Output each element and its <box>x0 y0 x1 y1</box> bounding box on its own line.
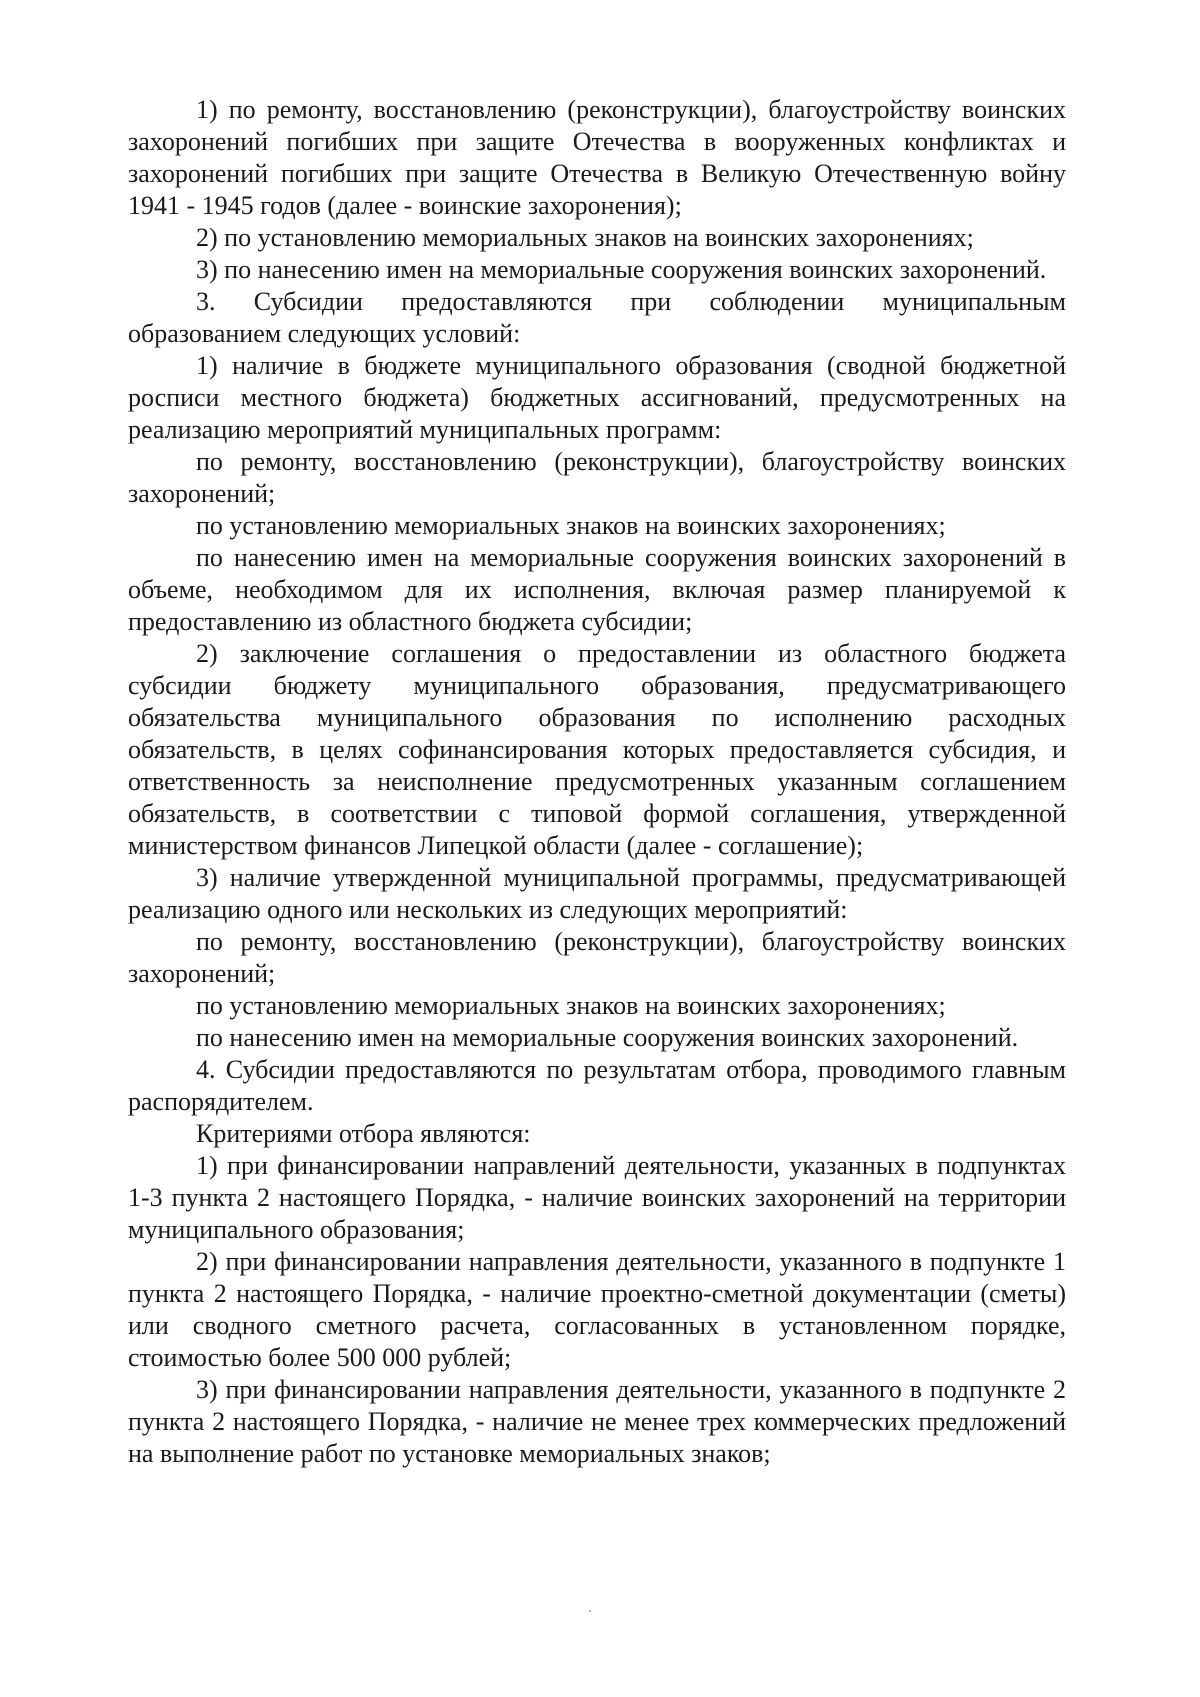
paragraph-condition-3-names: по нанесению имен на мемориальные сооружения воинских захоронений. <box>196 1023 1019 1052</box>
paragraph-section-4-selection: 4. Субсидии предоставляются по результатам отбора, проводимого главным распорядителем. <box>128 1055 1066 1116</box>
paragraph-condition-1-signs: по установлению мемориальных знаков на воинских захоронениях; <box>196 511 946 540</box>
paragraph-criterion-2: 2) при финансировании направления деятельности, указанного в подпункте 1 пункта 2 настоящего Порядка, - наличие проектно-сметной документации (сметы) или сводного сметного расчета, согласованных в установленном порядке, стоимостью более 500 000 рублей; <box>128 1247 1066 1372</box>
paragraph-criterion-1: 1) при финансировании направлений деятельности, указанных в подпунктах 1-3 пункта 2 настоящего Порядка, - наличие воинских захоронений на территории муниципального образования; <box>128 1151 1066 1244</box>
paragraph-condition-1-budget: 1) наличие в бюджете муниципального образования (сводной бюджетной росписи местного бюджета) бюджетных ассигнований, предусмотренных на реализацию мероприятий муниципальных программ: <box>128 351 1066 444</box>
paragraph-condition-3-repair: по ремонту, восстановлению (реконструкции), благоустройству воинских захоронений; <box>128 927 1066 988</box>
paragraph-condition-3-program: 3) наличие утвержденной муниципальной программы, предусматривающей реализацию одного или нескольких из следующих мероприятий: <box>128 863 1066 924</box>
paragraph-condition-3-signs: по установлению мемориальных знаков на воинских захоронениях; <box>196 991 946 1020</box>
paragraph-criteria-heading: Критериями отбора являются: <box>196 1119 531 1148</box>
paragraph-criterion-3: 3) при финансировании направления деятельности, указанного в подпункте 2 пункта 2 настоящего Порядка, - наличие не менее трех коммерческих предложений на выполнение работ по установке мемориальных знаков; <box>128 1375 1066 1468</box>
paragraph-item-1-repair: 1) по ремонту, восстановлению (реконструкции), благоустройству воинских захоронений погибших при защите Отечества в вооруженных конфликтах и захоронений погибших при защите Отечества в Великую Отечественную войну 1941 - 1945 годов (далее - воинские захоронения); <box>128 95 1066 220</box>
paragraph-condition-2-agreement: 2) заключение соглашения о предоставлении из областного бюджета субсидии бюджету муниципального образования, предусматривающего обязательства муниципального образования по исполнению расходных обязательств, в целях софинансирования которых предоставляется субсидия, и ответственность за неисполнение предусмотренных указанным соглашением обязательств, в соответствии с типовой формой соглашения, утвержденной министерством финансов Липецкой области (далее - соглашение); <box>128 639 1066 860</box>
paragraph-item-2-memorial-signs: 2) по установлению мемориальных знаков на воинских захоронениях; <box>196 223 974 252</box>
paragraph-condition-1-repair: по ремонту, восстановлению (реконструкции), благоустройству воинских захоронений; <box>128 447 1066 508</box>
scan-dot-mark <box>589 1610 591 1612</box>
document-body <box>128 94 1066 1470</box>
paragraph-section-3-conditions: 3. Субсидии предоставляются при соблюдении муниципальным образованием следующих условий: <box>128 287 1066 348</box>
paragraph-item-3-names: 3) по нанесению имен на мемориальные сооружения воинских захоронений. <box>196 255 1047 284</box>
paragraph-condition-1-names: по нанесению имен на мемориальные сооружения воинских захоронений в объеме, необходимом для их исполнения, включая размер планируемой к предоставлению из областного бюджета субсидии; <box>128 543 1066 636</box>
